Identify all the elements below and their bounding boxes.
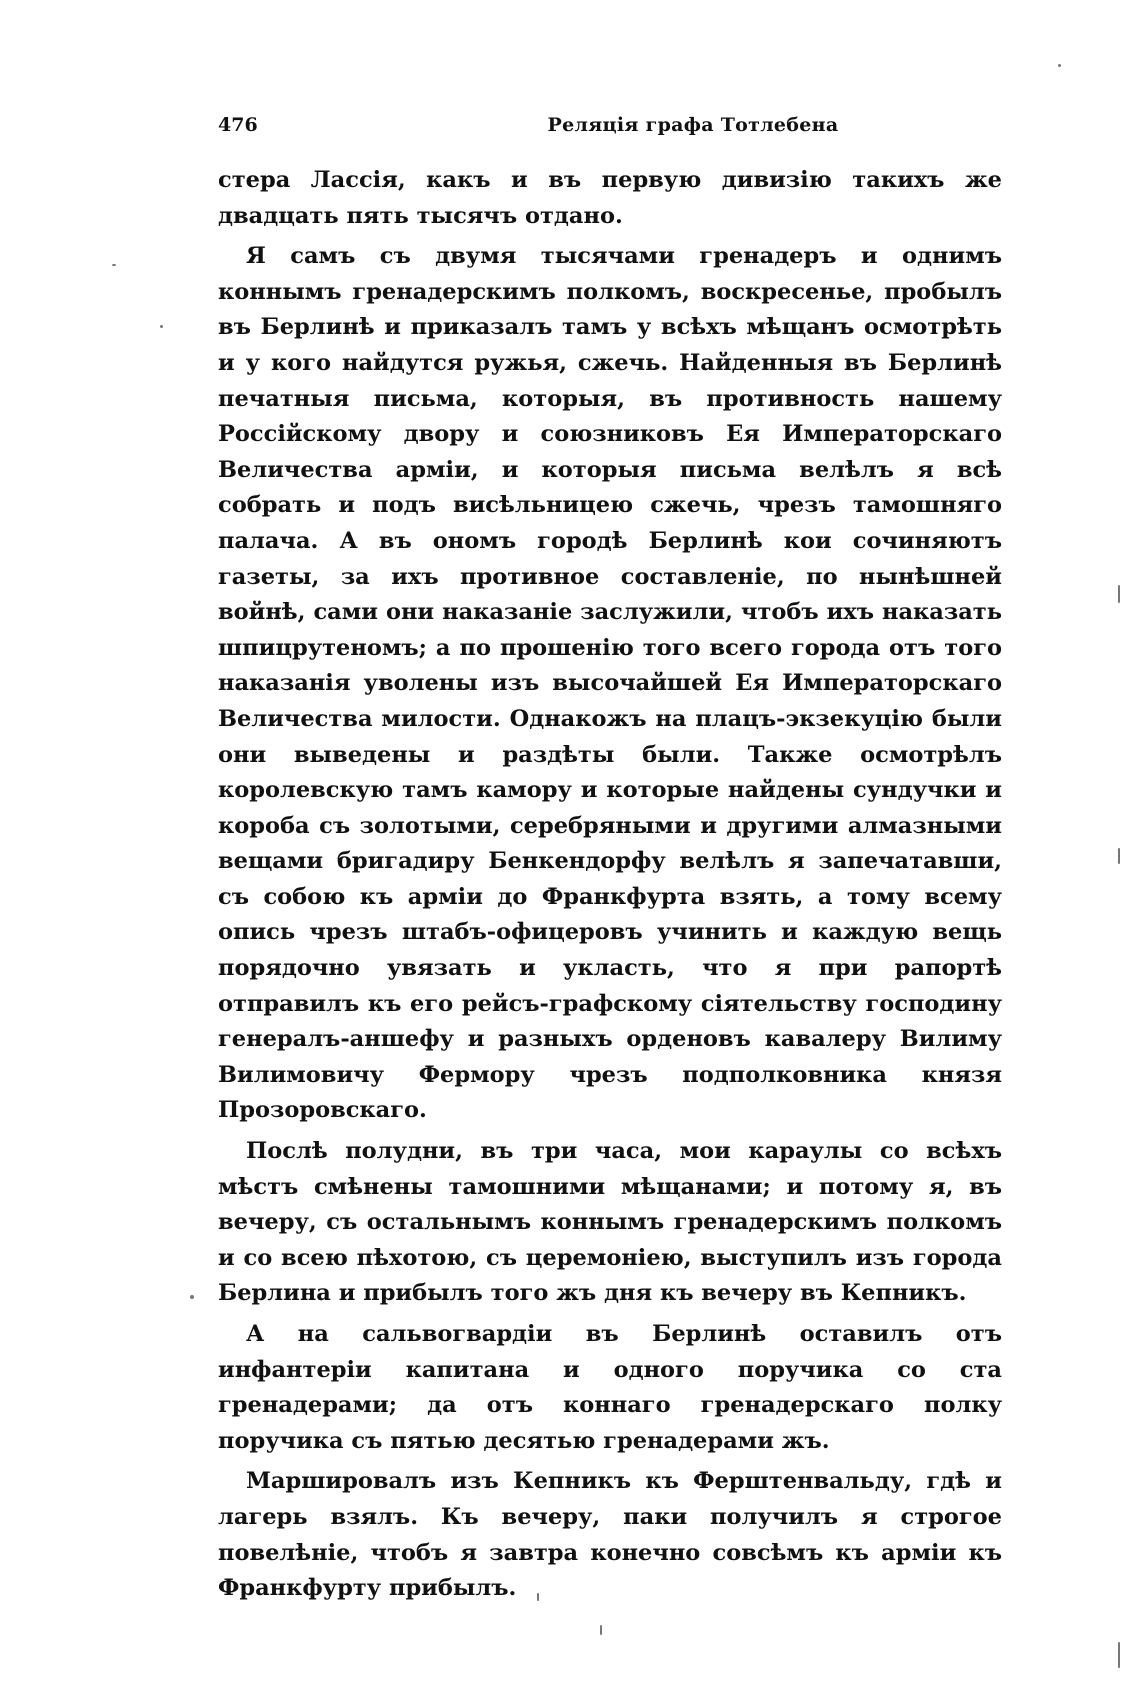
scan-speck (1118, 585, 1120, 603)
scan-speck (600, 1625, 602, 1635)
scan-speck (190, 1295, 194, 1299)
body-text (218, 163, 1002, 1612)
scan-speck (1118, 1642, 1120, 1668)
paragraph-3: Послѣ полудни, въ три часа, мои караулы со всѣхъ мѣстъ смѣнены тамошними мѣщанами; и потому я, въ вечеру, съ остальнымъ коннымъ гренадерскимъ полкомъ и со всею пѣхотою, съ церемоніею, выступилъ изъ города Берлина и прибылъ того жъ дня къ вечеру въ Кепникъ. (218, 1138, 1002, 1307)
scan-speck (112, 264, 116, 266)
paragraph-2: Я самъ съ двумя тысячами гренадеръ и однимъ коннымъ гренадерскимъ полкомъ, воскресенье, пробылъ въ Берлинѣ и приказалъ тамъ у всѣхъ мѣщанъ осмотрѣть и у кого найдутся ружья, сжечь. Найденныя въ Берлинѣ печатныя письма, которыя, въ противность нашему Россійскому двору и союзниковъ Ея Императорскаго Величества арміи, и которыя письма велѣлъ я всѣ собрать и подъ висѣльницею сжечь, чрезъ тамошняго палача. А въ ономъ городѣ Берлинѣ кои сочиняютъ газеты, за ихъ противное составленіе, по нынѣшней войнѣ, сами они наказаніе заслужили, чтобъ ихъ наказать шпицрутеномъ; а по прошенію того всего города отъ того наказанія уволены изъ высочайшей Ея Императорскаго Величества милости. Однакожъ на плацъ-экзекуцію были они выведены и раздѣты были. Также осмотрѣлъ королевскую тамъ камору и которые найдены сундучки и короба съ золотыми, серебряными и другими алмазными вещами бригадиру Бенкендорфу велѣлъ я запечатавши, съ собою къ арміи до Франкфурта взять, а тому всему опись чрезъ штабъ-офицеровъ учинить и каждую вещь порядочно увязать и уклacть, что я при рапортѣ отправилъ къ его рейсъ-графскому сіятельству господину генералъ-аншефу и разныхъ орденовъ кавалеру Вилиму Вилимовичу Фермору чрезъ подполковника князя Прозоровскаго. (218, 243, 1002, 1124)
paragraph-1: стера Лассія, какъ и въ первую дивизію такихъ же двадцать пять тысячъ отдано. (218, 167, 1002, 229)
scan-speck (1118, 848, 1120, 864)
page-header (218, 114, 1008, 144)
scan-speck (1058, 64, 1061, 67)
paragraph-5: Маршировалъ изъ Кепникъ къ Ферштенвальду, гдѣ и лагерь взялъ. Къ вечеру, паки получилъ я строгое повелѣніе, чтобъ я завтра конечно совсѣмъ къ арміи къ Франкфурту прибылъ. (218, 1468, 1002, 1602)
scan-speck (537, 1593, 539, 1601)
running-title: Реляція графа Тотлебена (547, 114, 839, 136)
page-number: 476 (218, 114, 258, 136)
scan-speck (160, 325, 163, 328)
paragraph-4: А на сальвогвардіи въ Берлинѣ оставилъ отъ инфантеріи капитана и одного поручика со ста гренадерами; да отъ коннаго гренадерскаго полку поручика съ пятью десятью гренадерами жъ. (218, 1321, 1002, 1454)
